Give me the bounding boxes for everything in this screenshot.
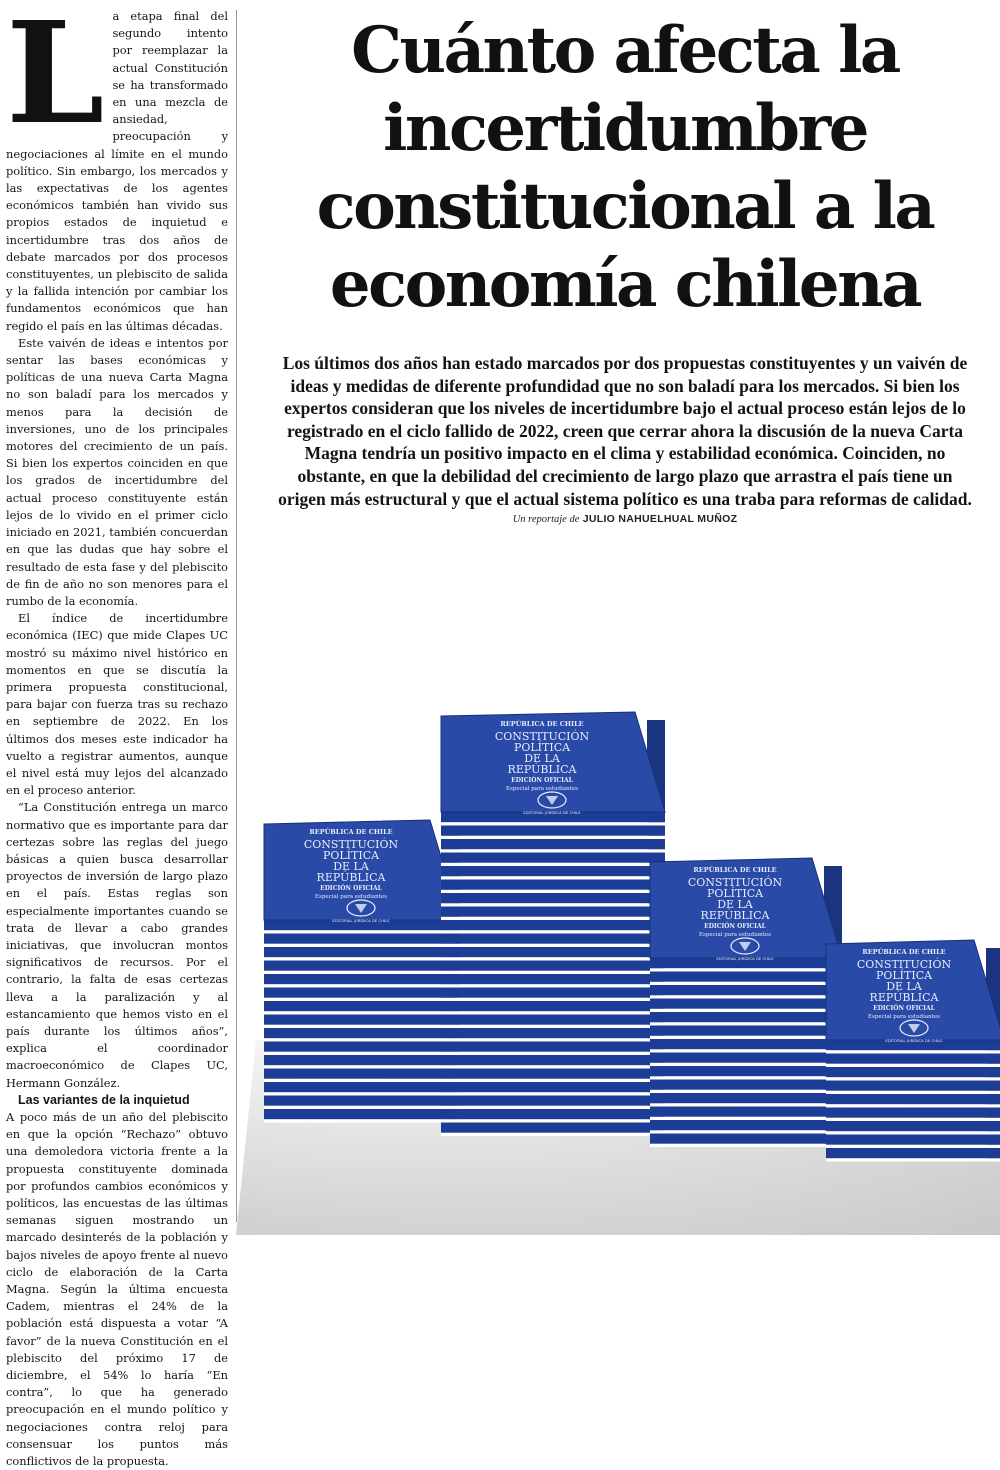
book-spine xyxy=(650,972,842,982)
book-spine xyxy=(441,1069,665,1079)
book-spine xyxy=(826,1081,1000,1091)
page-edge xyxy=(650,1117,842,1120)
cover-title: DE LA xyxy=(333,860,369,873)
book-spine xyxy=(441,866,665,876)
page-edge xyxy=(826,1091,1000,1094)
book-spine xyxy=(264,1028,460,1038)
book-spine xyxy=(826,1067,1000,1077)
book-spine xyxy=(441,1055,665,1065)
stacked-constitutions-illustration xyxy=(236,690,1000,1235)
page-edge xyxy=(441,917,665,920)
cover-header: REPÚBLICA DE CHILE xyxy=(693,866,777,874)
paragraph: El índice de incertidumbre económica (IEC) que mide Clapes UC mostró su máximo nivel histórico en momentos en que se discutía la primera propuesta constitucional, para bajar con fuerza tras su rechazo en septiembre de 2022. En los últimos dos meses este indicador ha vuelto a registrar aumentos, aunque el nivel está muy lejos del alcanzado en el proceso anterior. xyxy=(6,611,228,798)
book-spine xyxy=(650,1053,842,1063)
page-edge xyxy=(441,1119,665,1122)
book-spine xyxy=(650,1066,842,1076)
page-edge xyxy=(264,998,460,1001)
cover-publisher: EDITORIAL JURÍDICA DE CHILE xyxy=(716,956,774,961)
page-edge xyxy=(264,1011,460,1014)
cover-title: DE LA xyxy=(717,898,753,911)
cover-title: CONSTITUCIÓN xyxy=(856,958,952,971)
cover-publisher: EDITORIAL JURÍDICA DE CHILE xyxy=(885,1038,943,1043)
page-edge xyxy=(826,1158,1000,1161)
book-spine xyxy=(826,1054,1000,1064)
page-edge xyxy=(441,944,665,947)
page-edge xyxy=(441,890,665,893)
page-edge xyxy=(441,930,665,933)
cover-header: REPÚBLICA DE CHILE xyxy=(862,948,946,956)
cover-title: CONSTITUCIÓN xyxy=(687,876,783,889)
book-spine xyxy=(264,1001,460,1011)
page-edge xyxy=(650,1036,842,1039)
book-spine xyxy=(264,974,460,984)
cover-title: POLÍTICA xyxy=(322,849,380,862)
page-edge xyxy=(650,968,842,971)
cover-title: POLÍTICA xyxy=(513,741,571,754)
cover-note: Especial para estudiantes xyxy=(315,894,387,900)
book-spine xyxy=(826,1121,1000,1131)
book-spine xyxy=(264,947,460,957)
page-edge xyxy=(441,1065,665,1068)
page-edge xyxy=(650,1103,842,1106)
book-spine xyxy=(441,1096,665,1106)
book-spine xyxy=(264,1069,460,1079)
page-edge xyxy=(264,944,460,947)
page-edge xyxy=(441,1025,665,1028)
book-spine xyxy=(441,1015,665,1025)
page-edge xyxy=(826,1131,1000,1134)
book-spine xyxy=(650,1107,842,1117)
page-edge xyxy=(441,1038,665,1041)
book-spine xyxy=(441,920,665,930)
page-edge xyxy=(441,1133,665,1136)
page-edge xyxy=(650,1090,842,1093)
page-edge xyxy=(264,1065,460,1068)
page-edge xyxy=(826,1104,1000,1107)
page-edge xyxy=(826,1145,1000,1148)
book-spine xyxy=(650,1120,842,1130)
book-stack-middle-right xyxy=(650,858,842,1147)
paragraph: “La Constitución entrega un marco normativo que es importante para dar certezas sobre las reglas del juego básicas a quien busca desarrollar proyectos de inversión de largo plazo en el país. Estas reglas son especialmente importantes cuando se trata de llevar a cabo grandes iniciativas, que involucran montos significativos de recursos. Por el contrario, la falta de esas certezas lleva a la paralización y al estancamiento que hemos visto en el país durante los últimos años”, explica el coordinador macroeconómico de Clapes UC, Hermann González. xyxy=(6,800,228,1090)
cover-publisher: EDITORIAL JURÍDICA DE CHILE xyxy=(523,810,581,815)
book-spine xyxy=(264,1042,460,1052)
page-edge xyxy=(650,1022,842,1025)
book-spine xyxy=(441,1028,665,1038)
cover-title: CONSTITUCIÓN xyxy=(494,730,590,743)
paragraph: Este vaivén de ideas e intentos por sentar las bases económicas y políticas de una nueva Carta Magna no son baladí para los mercados y menos para la decisión de inversiones, uno de los principales motores del crecimiento de un país. Si bien los expertos coinciden en que los grados de incertidumbre del actual proceso constituyente están lejos de lo vivido en el primer ciclo iniciado en 2021, también concuerdan en que las dudas que hay sobre el resultado de esta fase y del plebiscito de fin de año no son menores para el rumbo de la economía. xyxy=(6,335,228,608)
page-edge xyxy=(441,836,665,839)
book-spine xyxy=(441,974,665,984)
book-spine xyxy=(441,826,665,836)
cover-header: REPÚBLICA DE CHILE xyxy=(500,720,584,728)
page-edge xyxy=(650,1076,842,1079)
page-edge xyxy=(441,1052,665,1055)
page-edge xyxy=(441,984,665,987)
book-spine xyxy=(441,839,665,849)
book-spine xyxy=(441,1001,665,1011)
page-edge xyxy=(441,876,665,879)
page-edge xyxy=(441,957,665,960)
cover-title: REPÚBLICA xyxy=(316,871,386,884)
headline: Cuánto afecta la incertidumbre constitucional a la economía chilena xyxy=(316,13,934,322)
book-spine xyxy=(441,893,665,903)
cover-edition: EDICIÓN OFICIAL xyxy=(511,777,573,784)
book-spine xyxy=(441,880,665,890)
book-stack-left xyxy=(264,820,460,1123)
page-edge xyxy=(826,1118,1000,1121)
book-spine xyxy=(826,1148,1000,1158)
cover-title: REPÚBLICA xyxy=(700,909,770,922)
cover-note: Especial para estudiantes xyxy=(868,1014,940,1020)
page-edge xyxy=(650,982,842,985)
byline-prefix: Un reportaje de xyxy=(512,514,580,525)
book-spine xyxy=(441,853,665,863)
book-spine xyxy=(441,907,665,917)
cover-edition: EDICIÓN OFICIAL xyxy=(873,1005,935,1012)
page-edge xyxy=(264,957,460,960)
page-edge xyxy=(264,1079,460,1082)
book-spine xyxy=(441,1123,665,1133)
cover-edition: EDICIÓN OFICIAL xyxy=(320,885,382,892)
book-spine xyxy=(441,988,665,998)
book-spine xyxy=(264,1015,460,1025)
cover-publisher: EDITORIAL JURÍDICA DE CHILE xyxy=(332,918,390,923)
page-edge xyxy=(441,1092,665,1095)
book-spine xyxy=(264,988,460,998)
cover-title: REPÚBLICA xyxy=(507,763,577,776)
page-edge xyxy=(441,1079,665,1082)
cover-note: Especial para estudiantes xyxy=(699,932,771,938)
page-edge xyxy=(441,822,665,825)
book-spine xyxy=(650,985,842,995)
lede: Los últimos dos años han estado marcados por dos propuestas constituyentes y un vaivén de ideas y medidas de diferente profundidad que no son baladí para los mercados. Si bien los expertos consideran que los niveles de incertidumbre bajo el actual proceso están lejos de lo registrado en el ciclo fallido de 2022, creen que cerrar ahora la discusión de la nueva Carta Magna tendría un positivo impacto en el clima y estabilidad económica. Coinciden, no obstante, en que la debilidad del crecimiento de largo plazo que arrastra el país tiene un origen más estructural y que el actual sistema político es una traba para reformas de calidad. xyxy=(278,353,972,509)
page-edge xyxy=(441,849,665,852)
page-edge xyxy=(826,1077,1000,1080)
drop-cap: L xyxy=(6,0,105,156)
book-spine xyxy=(650,1093,842,1103)
cover-title: REPÚBLICA xyxy=(869,991,939,1004)
book-spine xyxy=(441,1109,665,1119)
cover-title: POLÍTICA xyxy=(875,969,933,982)
book-stack-tall xyxy=(441,712,665,1136)
book-spine xyxy=(441,934,665,944)
book-spine xyxy=(441,1042,665,1052)
page-edge xyxy=(441,998,665,1001)
cover-header: REPÚBLICA DE CHILE xyxy=(309,828,393,836)
page-edge xyxy=(650,1009,842,1012)
book-spine xyxy=(650,1012,842,1022)
page-edge xyxy=(441,971,665,974)
page-edge xyxy=(826,1064,1000,1067)
page-edge xyxy=(264,1106,460,1109)
byline-author: JULIO NAHUELHUAL MUÑOZ xyxy=(582,513,738,525)
page-edge xyxy=(264,1052,460,1055)
book-spine xyxy=(826,1108,1000,1118)
subheading: Las variantes de la inquietud xyxy=(18,1092,190,1107)
page-edge xyxy=(264,971,460,974)
page-edge xyxy=(264,1092,460,1095)
book-stack-right xyxy=(826,940,1000,1162)
page-edge xyxy=(264,984,460,987)
cover-title: POLÍTICA xyxy=(706,887,764,900)
book-spine xyxy=(826,1135,1000,1145)
cover-title: CONSTITUCIÓN xyxy=(303,838,399,851)
book-spine xyxy=(264,1082,460,1092)
book-spine xyxy=(264,1055,460,1065)
book-spine xyxy=(650,999,842,1009)
body-column xyxy=(6,0,228,1470)
book-spine xyxy=(441,947,665,957)
book-spine xyxy=(650,1134,842,1144)
paragraph xyxy=(6,0,228,335)
book-spine xyxy=(650,1026,842,1036)
page-edge xyxy=(264,930,460,933)
byline xyxy=(272,513,978,525)
book-spine xyxy=(264,1096,460,1106)
book-spine xyxy=(264,961,460,971)
page-edge xyxy=(264,1025,460,1028)
book-spine xyxy=(264,934,460,944)
page-edge xyxy=(264,1038,460,1041)
cover-title: DE LA xyxy=(524,752,560,765)
book-spine xyxy=(441,961,665,971)
book-spine xyxy=(826,1094,1000,1104)
book-spine xyxy=(650,1080,842,1090)
page-edge xyxy=(264,1119,460,1122)
paragraph: A poco más de un año del plebiscito en que la opción “Rechazo” obtuvo una demoledora victoria frente a la propuesta constituyente dominada por profundos cambios económicos y políticos, las encuestas de las últimas semanas siguen mostrando un marcado desinterés de la población y bajos niveles de apoyo frente al nuevo ciclo de elaboración de la Carta Magna. Según la última encuesta Cadem, mientras el 24% de la población está dispuesta a votar “A favor” de la nueva Constitución en el plebiscito del próximo 17 de diciembre, el 54% lo haría “En contra”, lo que ha generado preocupación en el mundo político y negociaciones contra reloj para consensuar los puntos más conflictivos de la propuesta. xyxy=(6,1110,228,1469)
book-spine xyxy=(264,1109,460,1119)
page-edge xyxy=(650,995,842,998)
page-edge xyxy=(441,1106,665,1109)
cover-note: Especial para estudiantes xyxy=(506,786,578,792)
cover-title: DE LA xyxy=(886,980,922,993)
page-edge xyxy=(441,863,665,866)
page-edge xyxy=(441,903,665,906)
paragraph-text: a etapa final del segundo intento por reemplazar la actual Constitución se ha transformado en una mezcla de ansiedad, preocupación y negociaciones al límite en el mundo político. Sin embargo, los mercados y las expectativas de los agentes económicos también han vivido sus propios estados de inquietud e incertidumbre tras dos años de debate marcados por dos procesos constituyentes, un plebiscito de salida y la fallida intención por cambiar los fundamentos económicos que han regido el país en las últimas décadas. xyxy=(6,9,228,333)
page-edge xyxy=(826,1050,1000,1053)
book-spine xyxy=(650,1039,842,1049)
page-edge xyxy=(650,1049,842,1052)
page-edge xyxy=(650,1063,842,1066)
page-edge xyxy=(650,1130,842,1133)
page-edge xyxy=(441,1011,665,1014)
page-edge xyxy=(650,1144,842,1147)
book-spine xyxy=(441,1082,665,1092)
cover-edition: EDICIÓN OFICIAL xyxy=(704,923,766,930)
